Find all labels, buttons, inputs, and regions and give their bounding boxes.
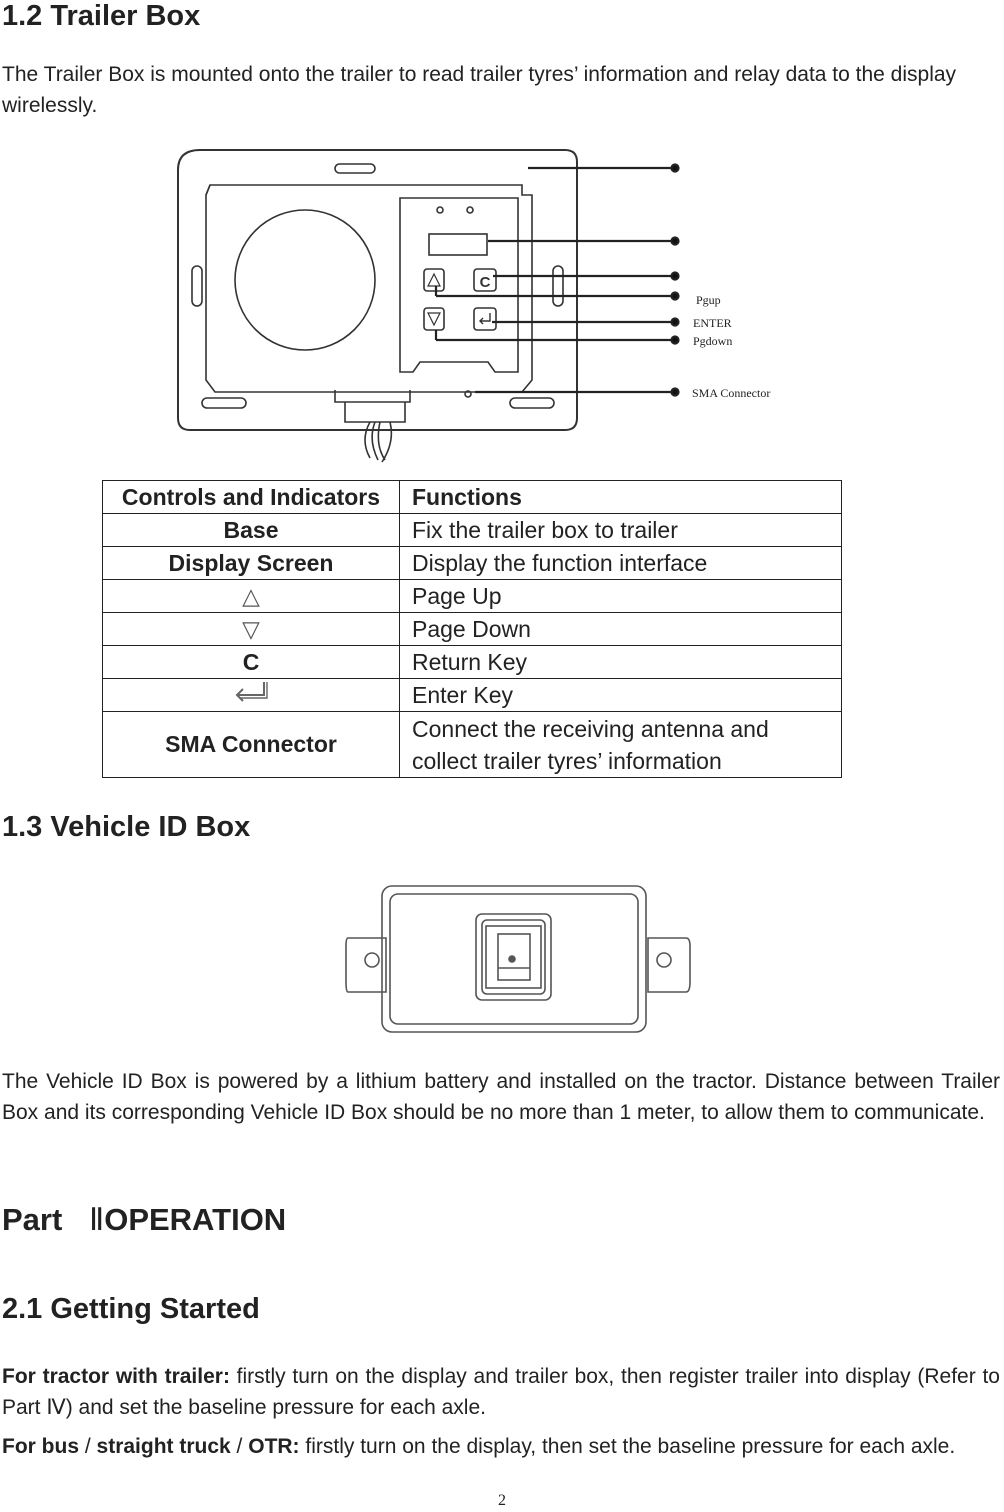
control-cell: SMA Connector: [103, 712, 400, 778]
bus-label: For bus: [2, 1435, 79, 1458]
trailer-box-intro: The Trailer Box is mounted onto the trailer to read trailer tyres’ information and relay data to the display wirelessly.: [2, 63, 957, 117]
table-row: [103, 712, 842, 778]
function-cell: Page Up: [400, 580, 842, 613]
part-roman-numeral: Ⅱ: [88, 1202, 105, 1237]
page-up-icon: △: [103, 580, 400, 613]
bus-separator: /: [79, 1435, 97, 1458]
section-heading-trailer-box: 1.2 Trailer Box: [2, 0, 201, 32]
vehicle-id-box-description: The Vehicle ID Box is powered by a lithium battery and installed on the tractor. Distance between Trailer Box and its corresponding Vehicle ID Box should be no more than 1 meter, to allow them to communicate.: [2, 1070, 1000, 1124]
table-row: [103, 547, 842, 580]
section-heading-vehicle-id-box: 1.3 Vehicle ID Box: [2, 811, 251, 843]
page-number: 2: [498, 1492, 506, 1509]
part-heading: [2, 1202, 286, 1238]
part-label: Part: [2, 1202, 63, 1237]
function-cell: Return Key: [400, 646, 842, 679]
callout-pgup: Pgup: [696, 293, 721, 307]
function-cell-line: collect trailer tyres’ information: [412, 747, 722, 774]
table-header-row: [103, 481, 842, 514]
control-cell: C: [103, 646, 400, 679]
part-title: OPERATION: [104, 1202, 287, 1237]
table-row: [103, 514, 842, 547]
function-cell: Fix the trailer box to trailer: [400, 514, 842, 547]
function-cell: Enter Key: [400, 679, 842, 712]
control-cell: Base: [103, 514, 400, 547]
bus-separator: /: [230, 1435, 249, 1458]
table-header-controls: Controls and Indicators: [103, 481, 400, 514]
tractor-instructions: [2, 1361, 1000, 1423]
table-row: [103, 679, 842, 712]
straight-truck-label: straight truck: [96, 1435, 231, 1458]
table-row: [103, 580, 842, 613]
function-cell-line: Connect the receiving antenna and: [412, 715, 769, 742]
callout-sma-connector: SMA Connector: [692, 386, 771, 400]
table-header-functions: Functions: [400, 481, 842, 514]
control-cell: Display Screen: [103, 547, 400, 580]
tractor-text: firstly turn on the display and trailer box, then register trailer into display (Refer to Part Ⅳ) and set the baseline pressure for each axle.: [2, 1365, 1000, 1419]
enter-key-icon: [231, 679, 271, 705]
callout-pgdown: Pgdown: [693, 334, 733, 348]
otr-label: OTR:: [248, 1435, 300, 1458]
controls-table: [102, 480, 842, 778]
vehicle-id-box-diagram: [344, 882, 694, 1037]
function-cell: Display the function interface: [400, 547, 842, 580]
button-c-label: C: [479, 274, 491, 291]
callout-enter: ENTER: [693, 316, 732, 330]
bus-text: firstly turn on the display, then set the baseline pressure for each axle.: [299, 1435, 956, 1458]
bus-instructions: [2, 1431, 1000, 1462]
page-down-icon: ▽: [103, 613, 400, 646]
table-row: [103, 646, 842, 679]
section-heading-getting-started: 2.1 Getting Started: [2, 1293, 260, 1325]
tractor-label: For tractor with trailer:: [2, 1365, 230, 1388]
trailer-box-diagram: [170, 140, 810, 470]
function-cell: Page Down: [400, 613, 842, 646]
table-row: [103, 613, 842, 646]
